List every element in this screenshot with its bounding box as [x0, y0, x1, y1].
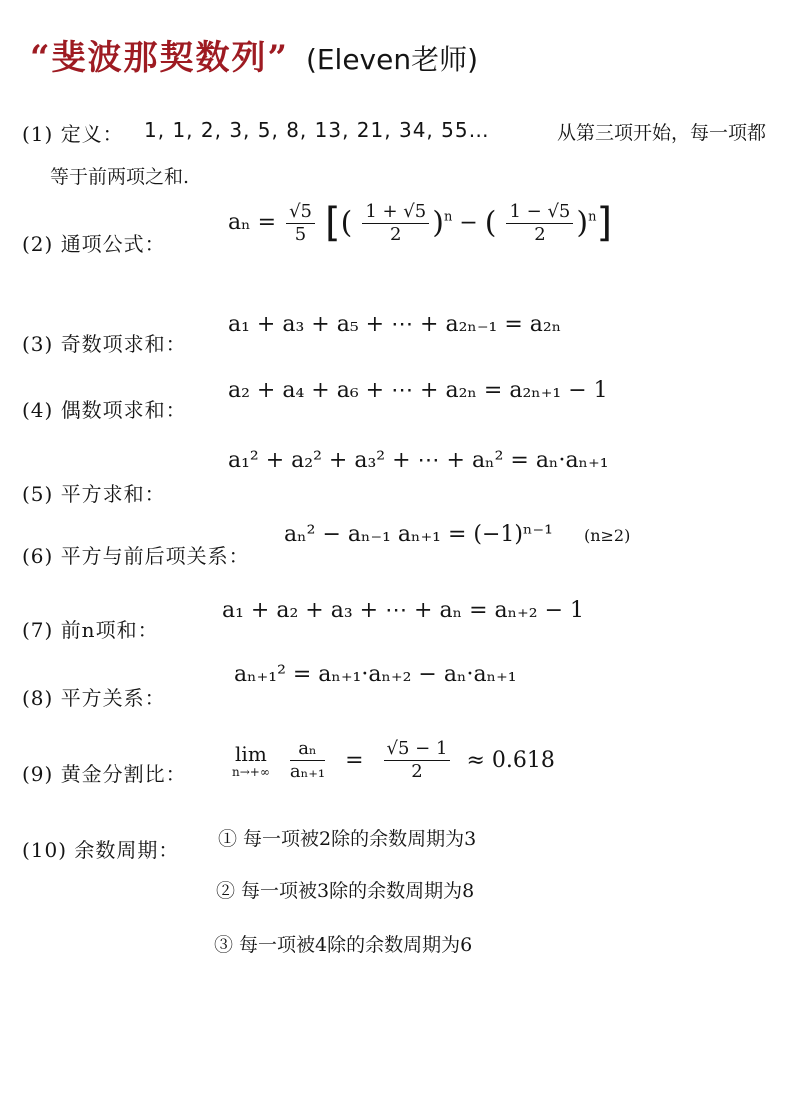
- item-label: (6) 平方与前后项关系：: [22, 544, 250, 568]
- definition-description: 从第三项开始，每一项都: [557, 122, 767, 144]
- item-label: (8) 平方关系：: [22, 686, 166, 710]
- formula-square-sum: a₁² + a₂² + a₃² + ⋯ + aₙ² = aₙ·aₙ₊₁: [228, 448, 609, 473]
- item-label: (1) 定义：: [22, 122, 124, 146]
- formula-fraction-2: $\frac{1 - √5}{2}$: [506, 201, 573, 246]
- formula-square-neighbors: aₙ² − aₙ₋₁ aₙ₊₁ = (−1)ⁿ⁻¹ (n≥2): [284, 522, 631, 547]
- formula-condition: (n≥2): [583, 526, 631, 545]
- item-label: (5) 平方求和：: [22, 482, 166, 506]
- definition-sequence: 1, 1, 2, 3, 5, 8, 13, 21, 34, 55…: [144, 118, 490, 142]
- formula-general-term: aₙ = $\frac{√5}{5}$ [( $\frac{1 + √5}{2}$ )$^n$ − ( $\frac{1 - √5}{2}$ )$^n$]: [228, 200, 613, 246]
- item-label: (9) 黄金分割比：: [22, 762, 187, 786]
- item-label: (3) 奇数项求和：: [22, 332, 187, 356]
- formula-coefficient: $\frac{√5}{5}$: [286, 201, 315, 246]
- definition-description-cont: 等于前两项之和.: [50, 166, 190, 188]
- formula-fraction-1: $\frac{1 + √5}{2}$: [362, 201, 429, 246]
- page-title: [30, 36, 478, 82]
- formula-first-n-sum: a₁ + a₂ + a₃ + ⋯ + aₙ = aₙ₊₂ − 1: [222, 598, 585, 623]
- cycle-line-3: ③ 每一项被4除的余数周期为6: [214, 934, 473, 956]
- title-text: “斐波那契数列”: [30, 38, 290, 78]
- cycle-line-1: ① 每一项被2除的余数周期为3: [218, 828, 477, 850]
- formula-square-relation: aₙ₊₁² = aₙ₊₁·aₙ₊₂ − aₙ·aₙ₊₁: [234, 662, 517, 687]
- item-label: (4) 偶数项求和：: [22, 398, 187, 422]
- item-label: (7) 前n项和：: [22, 618, 159, 642]
- formula-approx: ≈ 0.618: [466, 748, 555, 773]
- item-label: (10) 余数周期：: [22, 838, 180, 862]
- formula-odd-sum: a₁ + a₃ + a₅ + ⋯ + a₂ₙ₋₁ = a₂ₙ: [228, 312, 562, 337]
- formula-limit: lim n→+∞: [232, 741, 270, 779]
- title-author: (Eleven老师): [305, 43, 479, 76]
- formula-lhs: aₙ =: [228, 210, 277, 235]
- formula-even-sum: a₂ + a₄ + a₆ + ⋯ + a₂ₙ = a₂ₙ₊₁ − 1: [228, 378, 608, 403]
- cycle-line-2: ② 每一项被3除的余数周期为8: [216, 880, 475, 902]
- item-label: (2) 通项公式：: [22, 232, 166, 256]
- formula-ratio: $\frac{\text{aₙ}}{\text{aₙ₊₁}}$: [289, 738, 326, 782]
- formula-golden-fraction: $\frac{√5 - 1}{2}$: [384, 738, 451, 783]
- formula-golden-ratio: lim n→+∞ $\frac{\text{aₙ}}{\text{aₙ₊₁}}$ = $\frac{√5 - 1}{2}$ ≈ 0.618: [232, 738, 555, 782]
